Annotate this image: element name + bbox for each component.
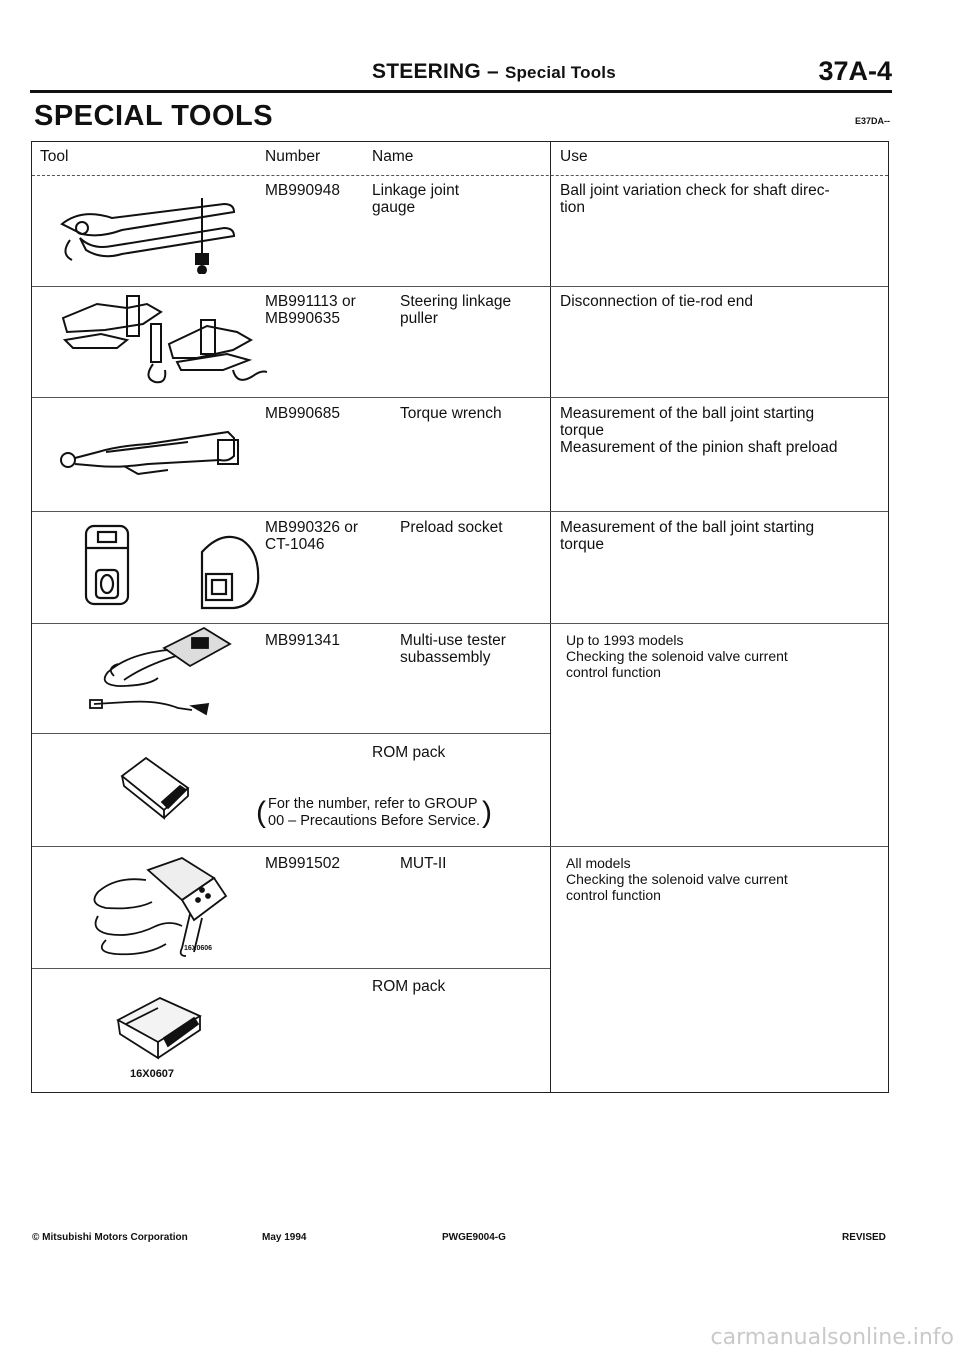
preload-socket-icon <box>82 522 272 612</box>
number-line: MB990685 <box>265 405 340 422</box>
row-divider <box>32 968 550 969</box>
header-subtitle: Special Tools <box>504 63 616 82</box>
footer-date: May 1994 <box>262 1232 307 1243</box>
special-tools-table <box>31 141 889 1093</box>
rom-pack-icon <box>116 754 196 824</box>
tool-name <box>372 182 459 216</box>
column-divider <box>550 142 551 1092</box>
header-title <box>372 60 616 84</box>
multi-use-tester-icon <box>88 624 238 718</box>
name-line: Linkage joint <box>372 182 460 199</box>
header-row-divider <box>32 175 888 176</box>
tool-use <box>560 519 814 553</box>
number-line: MB991113 or <box>265 293 356 310</box>
mut-ii-icon <box>86 856 236 962</box>
section-code: E37DA-- <box>854 116 890 126</box>
linkage-joint-gauge-icon <box>52 194 242 274</box>
tool-use <box>560 293 753 310</box>
watermark: carmanualsonline.info <box>710 1325 954 1350</box>
tool-name <box>400 519 503 536</box>
column-header-use: Use <box>560 148 588 165</box>
use-line: Disconnection of tie-rod end <box>560 293 754 310</box>
use-line: Measurement of the ball joint starting <box>560 405 815 422</box>
note-box <box>256 796 492 830</box>
tool-name <box>372 744 445 761</box>
tool-number <box>265 632 340 649</box>
tool-note <box>256 796 492 830</box>
use-line: Up to 1993 models <box>566 632 684 648</box>
row-divider <box>32 286 888 287</box>
torque-wrench-icon <box>58 422 248 482</box>
row-divider <box>32 397 888 398</box>
name-line: Steering linkage <box>400 293 512 310</box>
image-label: 16X0606 <box>184 945 213 952</box>
tool-number <box>265 855 340 872</box>
use-line: Measurement of the ball joint starting <box>560 519 815 536</box>
tool-use <box>566 632 788 680</box>
tool-use <box>560 405 837 456</box>
use-line: Ball joint variation check for shaft direc- <box>560 182 830 199</box>
name-line: ROM pack <box>372 978 446 995</box>
tool-name <box>372 978 445 995</box>
row-divider <box>32 846 888 847</box>
use-line: Checking the solenoid valve current <box>566 648 788 664</box>
footer-status: REVISED <box>842 1232 886 1243</box>
use-line: Measurement of the pinion shaft preload <box>560 439 838 456</box>
number-line: MB991341 <box>265 632 340 649</box>
name-line: Preload socket <box>400 519 503 536</box>
tool-name <box>400 405 502 422</box>
number-line: CT-1046 <box>265 536 325 553</box>
header-dash: – <box>487 60 499 83</box>
section-title: SPECIAL TOOLS <box>34 100 274 132</box>
header-chapter: STEERING <box>372 60 481 83</box>
use-line: tion <box>560 199 585 216</box>
tool-number <box>265 405 340 422</box>
tool-name <box>400 855 447 872</box>
name-line: puller <box>400 310 438 327</box>
tool-number <box>265 182 340 199</box>
name-line: Torque wrench <box>400 405 502 422</box>
tool-number <box>265 519 358 553</box>
steering-linkage-puller-icon <box>57 290 267 390</box>
name-line: gauge <box>372 199 416 216</box>
name-line: MUT-II <box>400 855 447 872</box>
number-line: MB990635 <box>265 310 340 327</box>
column-header-tool: Tool <box>40 148 69 165</box>
note-line: 00 – Precautions Before Service. <box>268 813 480 829</box>
row-divider <box>32 511 888 512</box>
number-line: MB991502 <box>265 855 340 872</box>
name-line: Multi-use tester <box>400 632 506 649</box>
note-text <box>266 796 482 830</box>
tool-name <box>400 632 506 666</box>
row-divider <box>32 733 550 734</box>
use-line: torque <box>560 422 604 439</box>
name-line: ROM pack <box>372 744 446 761</box>
tool-use <box>560 182 830 216</box>
tool-name <box>400 293 511 327</box>
footer-doc-code: PWGE9004-G <box>442 1232 506 1243</box>
column-header-number: Number <box>265 148 321 165</box>
use-line: control function <box>566 664 661 680</box>
use-line: torque <box>560 536 604 553</box>
number-line: MB990948 <box>265 182 340 199</box>
page-header <box>30 56 892 93</box>
rom-pack-icon <box>114 994 206 1064</box>
tool-use <box>566 855 788 903</box>
use-line: All models <box>566 855 631 871</box>
note-line: For the number, refer to GROUP <box>268 796 478 812</box>
use-line: Checking the solenoid valve current <box>566 871 788 887</box>
footer-copyright: © Mitsubishi Motors Corporation <box>32 1232 188 1243</box>
name-line: subassembly <box>400 649 491 666</box>
tool-number <box>265 293 356 327</box>
header-page-code: 37A-4 <box>818 56 892 86</box>
use-line: control function <box>566 887 661 903</box>
note-paren-close: ) <box>481 796 492 829</box>
number-line: MB990326 or <box>265 519 359 536</box>
note-paren-open: ( <box>256 796 266 829</box>
column-header-name: Name <box>372 148 414 165</box>
image-label: 16X0607 <box>130 1068 175 1080</box>
